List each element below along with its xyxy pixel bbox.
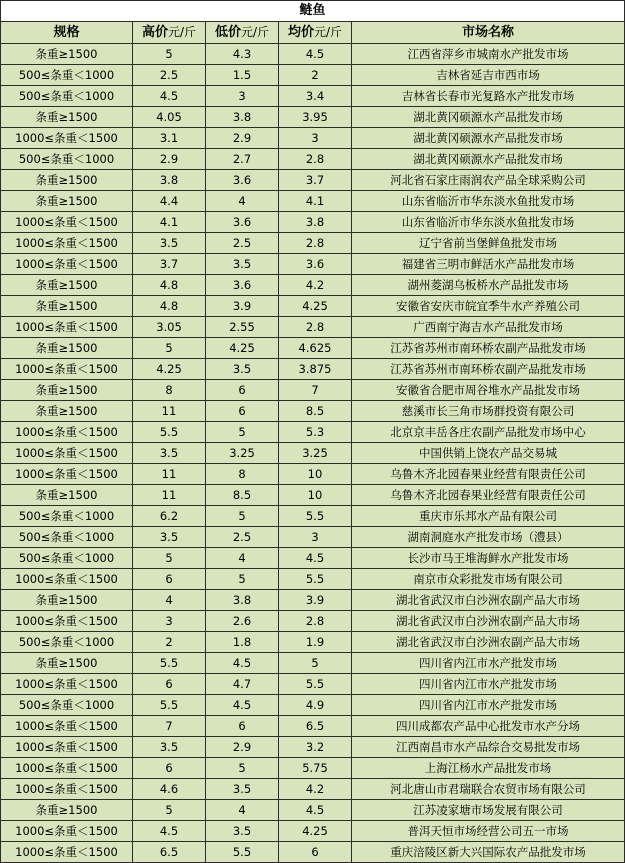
cell-market: 山东省临沂市华东淡水鱼批发市场 <box>352 191 625 212</box>
table-row <box>1 611 625 632</box>
cell-avg: 8.5 <box>279 401 352 422</box>
table-row <box>1 842 625 863</box>
cell-market: 福建省三明市鲜活水产品批发市场 <box>352 254 625 275</box>
cell-high: 4.8 <box>133 275 206 296</box>
cell-avg: 4.9 <box>279 695 352 716</box>
table-row <box>1 275 625 296</box>
table-row <box>1 317 625 338</box>
cell-avg: 3 <box>279 527 352 548</box>
cell-market: 重庆市乐邦水产品有限公司 <box>352 506 625 527</box>
cell-market: 四川成都农产品中心批发市水产分场 <box>352 716 625 737</box>
cell-high: 4 <box>133 590 206 611</box>
header-avg: 均价元/斤 <box>279 22 352 44</box>
cell-avg: 3.6 <box>279 254 352 275</box>
cell-high: 11 <box>133 485 206 506</box>
cell-low: 4.3 <box>206 44 279 65</box>
cell-market: 江苏凌家塘市场发展有限公司 <box>352 800 625 821</box>
cell-market: 江苏省苏州市南环桥农副产品批发市场 <box>352 359 625 380</box>
cell-low: 6 <box>206 380 279 401</box>
cell-high: 5.5 <box>133 653 206 674</box>
cell-spec: 1000≤条重＜1500 <box>1 422 133 443</box>
cell-spec: 1000≤条重＜1500 <box>1 821 133 842</box>
table-row <box>1 86 625 107</box>
cell-market: 河北唐山市君瑞联合农贸市场有限公司 <box>352 779 625 800</box>
table-row <box>1 800 625 821</box>
cell-high: 5 <box>133 800 206 821</box>
table-row <box>1 548 625 569</box>
table-row <box>1 191 625 212</box>
unit-label: 元/斤 <box>240 25 270 39</box>
cell-market: 湖北黄冈硕源水产品批发市场 <box>352 107 625 128</box>
cell-market: 吉林省延吉市西市场 <box>352 65 625 86</box>
cell-market: 湖北省武汉市白沙洲农副产品大市场 <box>352 590 625 611</box>
cell-avg: 5.3 <box>279 422 352 443</box>
cell-high: 11 <box>133 401 206 422</box>
table-row <box>1 653 625 674</box>
cell-high: 7 <box>133 716 206 737</box>
cell-spec: 500≤条重＜1000 <box>1 695 133 716</box>
cell-market: 南京市众彩批发市场有限公司 <box>352 569 625 590</box>
cell-spec: 1000≤条重＜1500 <box>1 443 133 464</box>
cell-low: 8 <box>206 464 279 485</box>
cell-market: 安徽省合肥市周谷堆水产品批发市场 <box>352 380 625 401</box>
cell-spec: 1000≤条重＜1500 <box>1 254 133 275</box>
cell-high: 3.5 <box>133 737 206 758</box>
cell-avg: 3.95 <box>279 107 352 128</box>
table-row <box>1 716 625 737</box>
cell-low: 4 <box>206 191 279 212</box>
cell-high: 5 <box>133 548 206 569</box>
table-row <box>1 254 625 275</box>
cell-avg: 3.2 <box>279 737 352 758</box>
cell-spec: 条重≥1500 <box>1 380 133 401</box>
cell-avg: 10 <box>279 464 352 485</box>
table-row <box>1 821 625 842</box>
cell-low: 6 <box>206 716 279 737</box>
cell-market: 北京京丰岳各庄农副产品批发市场中心 <box>352 422 625 443</box>
cell-low: 2.5 <box>206 527 279 548</box>
cell-avg: 4.2 <box>279 779 352 800</box>
table-row <box>1 212 625 233</box>
cell-high: 4.25 <box>133 359 206 380</box>
cell-low: 2.9 <box>206 128 279 149</box>
cell-avg: 3.9 <box>279 590 352 611</box>
table-row <box>1 107 625 128</box>
table-row <box>1 380 625 401</box>
cell-high: 6.2 <box>133 506 206 527</box>
cell-low: 3.8 <box>206 107 279 128</box>
table-row <box>1 779 625 800</box>
cell-avg: 2.8 <box>279 611 352 632</box>
table-row <box>1 737 625 758</box>
cell-avg: 3 <box>279 128 352 149</box>
table-row <box>1 443 625 464</box>
table-row <box>1 674 625 695</box>
cell-avg: 4.5 <box>279 44 352 65</box>
cell-market: 普洱天恒市场经营公司五一市场 <box>352 821 625 842</box>
cell-high: 5 <box>133 338 206 359</box>
cell-high: 5 <box>133 44 206 65</box>
cell-market: 广西南宁海吉水产品批发市场 <box>352 317 625 338</box>
cell-avg: 3.4 <box>279 86 352 107</box>
cell-low: 2.6 <box>206 611 279 632</box>
cell-high: 4.8 <box>133 296 206 317</box>
header-spec: 规格 <box>1 22 133 44</box>
cell-market: 四川省内江市水产批发市场 <box>352 653 625 674</box>
cell-avg: 7 <box>279 380 352 401</box>
cell-avg: 5.5 <box>279 674 352 695</box>
table-row <box>1 422 625 443</box>
cell-spec: 条重≥1500 <box>1 296 133 317</box>
cell-avg: 4.25 <box>279 821 352 842</box>
cell-avg: 5.75 <box>279 758 352 779</box>
cell-spec: 500≤条重＜1000 <box>1 65 133 86</box>
cell-market: 湖北黄冈硕源水产品批发市场 <box>352 128 625 149</box>
cell-spec: 条重≥1500 <box>1 275 133 296</box>
cell-spec: 条重≥1500 <box>1 485 133 506</box>
cell-avg: 2.8 <box>279 149 352 170</box>
cell-spec: 1000≤条重＜1500 <box>1 212 133 233</box>
unit-label: 元/斤 <box>167 25 197 39</box>
cell-spec: 条重≥1500 <box>1 107 133 128</box>
cell-spec: 1000≤条重＜1500 <box>1 737 133 758</box>
cell-market: 辽宁省前当堡鲜鱼批发市场 <box>352 233 625 254</box>
cell-low: 4 <box>206 800 279 821</box>
cell-spec: 条重≥1500 <box>1 191 133 212</box>
cell-market: 四川省内江市水产批发市场 <box>352 695 625 716</box>
table-row <box>1 296 625 317</box>
cell-spec: 1000≤条重＜1500 <box>1 674 133 695</box>
cell-low: 4.25 <box>206 338 279 359</box>
cell-market: 河北省石家庄雨润农产品全球采购公司 <box>352 170 625 191</box>
cell-low: 2.9 <box>206 737 279 758</box>
cell-spec: 500≤条重＜1000 <box>1 632 133 653</box>
cell-low: 3.5 <box>206 254 279 275</box>
table-row <box>1 65 625 86</box>
cell-spec: 条重≥1500 <box>1 170 133 191</box>
cell-low: 3.5 <box>206 821 279 842</box>
cell-avg: 4.5 <box>279 548 352 569</box>
cell-low: 3.8 <box>206 590 279 611</box>
cell-market: 安徽省安庆市皖宜季牛水产养殖公司 <box>352 296 625 317</box>
table-row <box>1 590 625 611</box>
cell-spec: 1000≤条重＜1500 <box>1 842 133 863</box>
header-market: 市场名称 <box>352 22 625 44</box>
table-row <box>1 338 625 359</box>
table-row <box>1 401 625 422</box>
cell-market: 上海江杨水产品批发市场 <box>352 758 625 779</box>
cell-low: 5 <box>206 569 279 590</box>
cell-low: 3.6 <box>206 170 279 191</box>
table-row <box>1 758 625 779</box>
cell-low: 6 <box>206 401 279 422</box>
cell-low: 5 <box>206 506 279 527</box>
cell-avg: 3.25 <box>279 443 352 464</box>
cell-spec: 500≤条重＜1000 <box>1 506 133 527</box>
cell-high: 3.8 <box>133 170 206 191</box>
cell-spec: 条重≥1500 <box>1 653 133 674</box>
cell-low: 5 <box>206 422 279 443</box>
table-row <box>1 485 625 506</box>
cell-market: 乌鲁木齐北园春果业经营有限责任公司 <box>352 485 625 506</box>
cell-low: 4 <box>206 548 279 569</box>
cell-high: 3.5 <box>133 443 206 464</box>
cell-avg: 4.2 <box>279 275 352 296</box>
cell-spec: 500≤条重＜1000 <box>1 548 133 569</box>
cell-low: 5.5 <box>206 842 279 863</box>
cell-high: 8 <box>133 380 206 401</box>
cell-spec: 条重≥1500 <box>1 44 133 65</box>
cell-avg: 6.5 <box>279 716 352 737</box>
cell-avg: 3.875 <box>279 359 352 380</box>
cell-avg: 2.8 <box>279 317 352 338</box>
cell-low: 2.5 <box>206 233 279 254</box>
cell-spec: 500≤条重＜1000 <box>1 86 133 107</box>
cell-market: 乌鲁木齐北园春果业经营有限责任公司 <box>352 464 625 485</box>
cell-high: 4.05 <box>133 107 206 128</box>
cell-high: 3 <box>133 611 206 632</box>
cell-market: 慈溪市长三角市场群投资有限公司 <box>352 401 625 422</box>
cell-avg: 5.5 <box>279 569 352 590</box>
cell-high: 3.5 <box>133 527 206 548</box>
table-row <box>1 359 625 380</box>
cell-high: 6 <box>133 674 206 695</box>
cell-low: 5 <box>206 758 279 779</box>
cell-market: 湖北省武汉市白沙洲农副产品大市场 <box>352 611 625 632</box>
cell-high: 6 <box>133 758 206 779</box>
unit-label: 元/斤 <box>313 25 343 39</box>
cell-low: 3.6 <box>206 212 279 233</box>
cell-spec: 1000≤条重＜1500 <box>1 716 133 737</box>
cell-avg: 4.5 <box>279 800 352 821</box>
cell-low: 3 <box>206 86 279 107</box>
cell-spec: 1000≤条重＜1500 <box>1 569 133 590</box>
cell-high: 6 <box>133 569 206 590</box>
cell-spec: 1000≤条重＜1500 <box>1 758 133 779</box>
cell-market: 湖北省武汉市白沙洲农副产品大市场 <box>352 632 625 653</box>
cell-market: 中国供销上饶农产品交易城 <box>352 443 625 464</box>
cell-spec: 1000≤条重＜1500 <box>1 779 133 800</box>
cell-market: 重庆涪陵区新大兴国际农产品批发市场 <box>352 842 625 863</box>
cell-avg: 5.5 <box>279 506 352 527</box>
cell-high: 4.1 <box>133 212 206 233</box>
cell-high: 4.6 <box>133 779 206 800</box>
cell-high: 5.5 <box>133 695 206 716</box>
cell-spec: 1000≤条重＜1500 <box>1 128 133 149</box>
cell-high: 3.7 <box>133 254 206 275</box>
cell-high: 3.05 <box>133 317 206 338</box>
cell-avg: 6 <box>279 842 352 863</box>
cell-high: 2.9 <box>133 149 206 170</box>
cell-low: 4.5 <box>206 695 279 716</box>
cell-low: 3.9 <box>206 296 279 317</box>
cell-spec: 条重≥1500 <box>1 338 133 359</box>
table-row <box>1 695 625 716</box>
cell-avg: 4.625 <box>279 338 352 359</box>
cell-low: 3.5 <box>206 779 279 800</box>
cell-spec: 条重≥1500 <box>1 800 133 821</box>
cell-high: 4.5 <box>133 86 206 107</box>
cell-spec: 条重≥1500 <box>1 401 133 422</box>
cell-low: 3.6 <box>206 275 279 296</box>
cell-high: 4.5 <box>133 821 206 842</box>
cell-high: 11 <box>133 464 206 485</box>
cell-avg: 10 <box>279 485 352 506</box>
cell-avg: 3.7 <box>279 170 352 191</box>
cell-low: 4.7 <box>206 674 279 695</box>
table-title-row <box>1 1 625 22</box>
cell-high: 5.5 <box>133 422 206 443</box>
table-row <box>1 233 625 254</box>
table-title: 鲢鱼 <box>1 1 625 22</box>
table-row <box>1 128 625 149</box>
cell-avg: 4.1 <box>279 191 352 212</box>
cell-spec: 500≤条重＜1000 <box>1 149 133 170</box>
cell-high: 4.4 <box>133 191 206 212</box>
cell-avg: 1.9 <box>279 632 352 653</box>
cell-high: 3.1 <box>133 128 206 149</box>
cell-low: 2.7 <box>206 149 279 170</box>
table-row <box>1 632 625 653</box>
cell-avg: 2 <box>279 65 352 86</box>
cell-low: 8.5 <box>206 485 279 506</box>
cell-high: 3.5 <box>133 233 206 254</box>
cell-low: 3.5 <box>206 359 279 380</box>
table-row <box>1 569 625 590</box>
cell-spec: 1000≤条重＜1500 <box>1 611 133 632</box>
cell-high: 6.5 <box>133 842 206 863</box>
cell-spec: 1000≤条重＜1500 <box>1 359 133 380</box>
table-row <box>1 527 625 548</box>
table-row <box>1 44 625 65</box>
cell-market: 湖南洞庭水产批发市场（澧县） <box>352 527 625 548</box>
cell-market: 长沙市马王堆海鲜水产批发市场 <box>352 548 625 569</box>
table-row <box>1 149 625 170</box>
cell-market: 江西省萍乡市城南水产批发市场 <box>352 44 625 65</box>
cell-spec: 条重≥1500 <box>1 590 133 611</box>
cell-avg: 3.8 <box>279 212 352 233</box>
header-low: 低价元/斤 <box>206 22 279 44</box>
cell-market: 山东省临沂市华东淡水鱼批发市场 <box>352 212 625 233</box>
cell-low: 1.8 <box>206 632 279 653</box>
header-high: 高价元/斤 <box>133 22 206 44</box>
cell-market: 江苏省苏州市南环桥农副产品批发市场 <box>352 338 625 359</box>
table-row <box>1 170 625 191</box>
cell-high: 2 <box>133 632 206 653</box>
cell-low: 4.5 <box>206 653 279 674</box>
cell-spec: 1000≤条重＜1500 <box>1 317 133 338</box>
cell-avg: 4.25 <box>279 296 352 317</box>
table-row <box>1 506 625 527</box>
cell-avg: 2.8 <box>279 233 352 254</box>
cell-market: 湖州菱湖乌板桥水产品批发市场 <box>352 275 625 296</box>
header-row <box>1 22 625 44</box>
cell-market: 四川省内江市水产批发市场 <box>352 674 625 695</box>
cell-spec: 500≤条重＜1000 <box>1 527 133 548</box>
table-row <box>1 464 625 485</box>
cell-market: 湖北黄冈硕源水产品批发市场 <box>352 149 625 170</box>
cell-low: 3.25 <box>206 443 279 464</box>
cell-avg: 5 <box>279 653 352 674</box>
cell-low: 2.55 <box>206 317 279 338</box>
cell-market: 吉林省长春市光复路水产批发市场 <box>352 86 625 107</box>
cell-high: 2.5 <box>133 65 206 86</box>
cell-low: 1.5 <box>206 65 279 86</box>
cell-spec: 1000≤条重＜1500 <box>1 233 133 254</box>
cell-spec: 1000≤条重＜1500 <box>1 464 133 485</box>
cell-market: 江西南昌市水产品综合交易批发市场 <box>352 737 625 758</box>
